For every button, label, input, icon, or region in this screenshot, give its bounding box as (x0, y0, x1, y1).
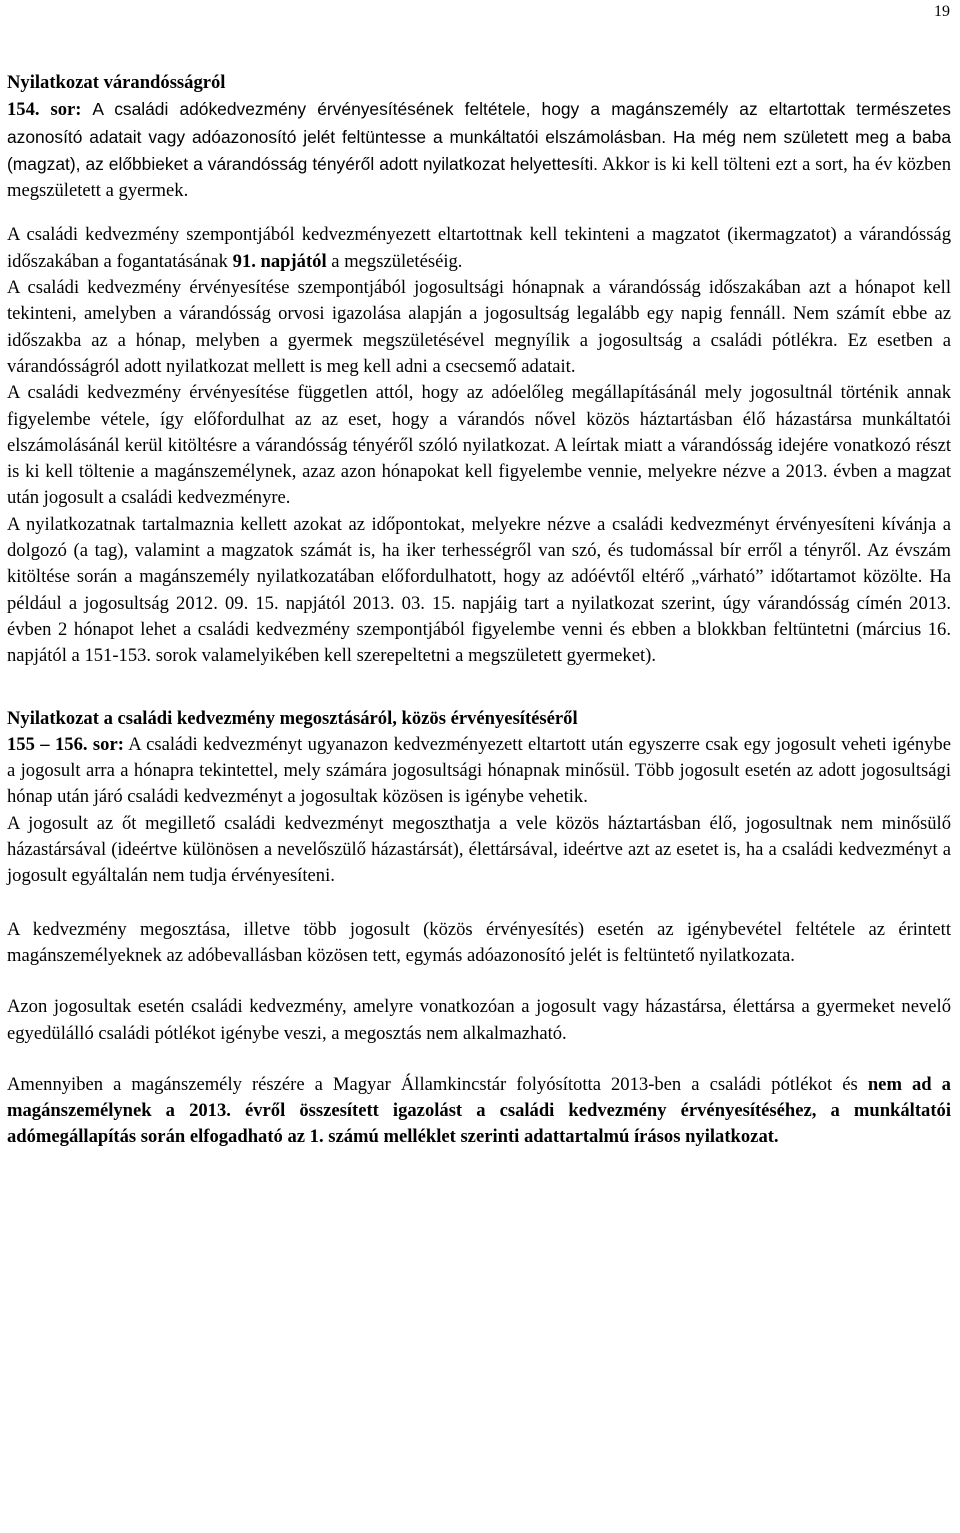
paragraph-row-154 (7, 96, 951, 204)
paragraph-independent-validation: A családi kedvezmény érvényesítése független attól, hogy az adóelőleg megállapításánál mely jogosultnál történik annak figyelembe vétele, így előfordulhat az az eset, hogy a várandós nővel közös háztartásban élő házastársa munkáltatói elszámolásánál kerül kitöltésre a várandósság tényéről szóló nyilatkozat. A leírtak miatt a várandósság idejére vonatkozó részt is ki kell töltenie a magánszemélynek, azaz azon hónapokat kell figyelembe vennie, melyekre nézve a 2013. évben a magzat után jogosult a családi kedvezményre. (7, 382, 951, 509)
section-heading-sharing: Nyilatkozat a családi kedvezmény megosztásáról, közös érvényesítéséről (7, 707, 578, 729)
row-label-155-156: 155 – 156. sor: (7, 733, 124, 755)
row-154-intro-rest: Akkor is ki kell tölteni ezt a sort, ha év közben megszületett a gyermek. (7, 153, 951, 202)
paragraph-beneficiary-fetus (7, 222, 951, 275)
paragraph-text: a megszületéséig. (331, 250, 463, 272)
section-heading-pregnancy: Nyilatkozat várandósságról (7, 72, 226, 93)
paragraph-row-155-156 (7, 732, 951, 811)
paragraph-text: A családi kedvezményt ugyanazon kedvezményezett eltartott után egyszerre csak egy jogosult veheti igénybe a jogosult arra a hónapra tekintettel, mely számára jogosultsági hónapnak minősül. Több jogosult esetén az adott jogosultsági hónap után járó családi kedvezményt a jogosultak közösen is igénybe vehetik. (7, 733, 951, 808)
paragraph-treasury-certificate (7, 1072, 951, 1151)
paragraph-text: A családi kedvezmény szempontjából kedvezményezett eltartottnak kell tekinteni a magzatot (ikermagzatot) a várandósság időszakában a fogantatásának (7, 224, 951, 272)
page-number: 19 (934, 3, 950, 20)
row-label-154: 154. sor: (7, 99, 82, 121)
paragraph-sharing-spouse: A jogosult az őt megillető családi kedvezményt megoszthatja a vele közös háztartásban élő, jogosultnak nem minősülő házastársával (ideértve különösen a nevelőszülő házastársát), élettársával, ideértve azt az esetet is, ha a családi kedvezményt a jogosult egyáltalán nem tudja érvényesíteni. (7, 812, 951, 887)
paragraph-text: Amennyiben a magánszemély részére a Magyar Államkincstár folyósította 2013-ben a családi pótlékot és (7, 1073, 858, 1095)
paragraph-sharing-exclusion: Azon jogosultak esetén családi kedvezmény, amelyre vonatkozóan a jogosult vagy házastársa, élettársa a gyermeket nevelő egyedülálló családi pótlékot igénybe veszi, a megosztás nem alkalmazható. (7, 996, 951, 1044)
paragraph-sharing-condition: A kedvezmény megosztása, illetve több jogosult (közös érvényesítés) esetén az igénybevétel feltétele az érintett magánszemélyeknek az adóbevallásban közösen tett, egymás adóazonosító jelét is feltüntető nyilatkozata. (7, 918, 951, 966)
paragraph-declaration-content: A nyilatkozatnak tartalmaznia kellett azokat az időpontokat, melyekre nézve a családi kedvezményt érvényesíteni kívánja a dolgozó (a tag), valamint a magzatok számát is, ha iker terhességről van szó, és tudomással bír erről a tényről. Az évszám kitöltése során a magánszemély nyilatkozatában előfordulhatott, hogy az adóévtől eltérő „várható” időtartamot közölte. Ha például a jogosultság 2012. 09. 15. napjától 2013. 03. 15. napjáig tart a nyilatkozat szerint, úgy várandósság címén 2013. évben 2 hónapot lehet a családi kedvezmény szempontjából figyelembe venni és ebben a blokkban feltüntetni (március 16. napjától a 151-153. sorok valamelyikében kell szerepeltetni a megszületett gyermeket). (7, 513, 951, 667)
paragraph-entitlement-month: A családi kedvezmény érvényesítése szempontjából jogosultsági hónapnak a várandósság időszakában azt a hónapot kell tekinteni, amelyben a várandósság orvosi igazolása alapján a jogosultság legalább egy napig fennáll. Nem számít ebbe az időszakba az a hónap, melyben a gyermek megszületésével megnyílik a jogosultság a családi pótlékra. Ez esetben a várandósságról adott nyilatkozat mellett is meg kell adni a csecsemő adatait. (7, 277, 951, 377)
emphasis-certificate-statement: nem ad a magánszemélynek a 2013. évről összesített igazolást a családi kedvezmény érvényesítéséhez, a munkáltatói adómegállapítás során elfogadható az 1. számú melléklet szerinti adattartalmú írásos nyilatkozat. (7, 1073, 951, 1148)
row-154-intro-sans: A családi adókedvezmény érvényesítésének feltétele, hogy a magánszemély az eltartottak természetes azonosító adatait vagy adóazonosító jelét feltüntesse a munkáltatói elszámolásban. Ha még nem született meg a baba (magzat), az előbbieket a várandósság tényéről adott nyilatkozat helyettesíti. (7, 99, 951, 174)
document-body (7, 70, 951, 1151)
emphasis-91-day: 91. napjától (232, 250, 327, 272)
